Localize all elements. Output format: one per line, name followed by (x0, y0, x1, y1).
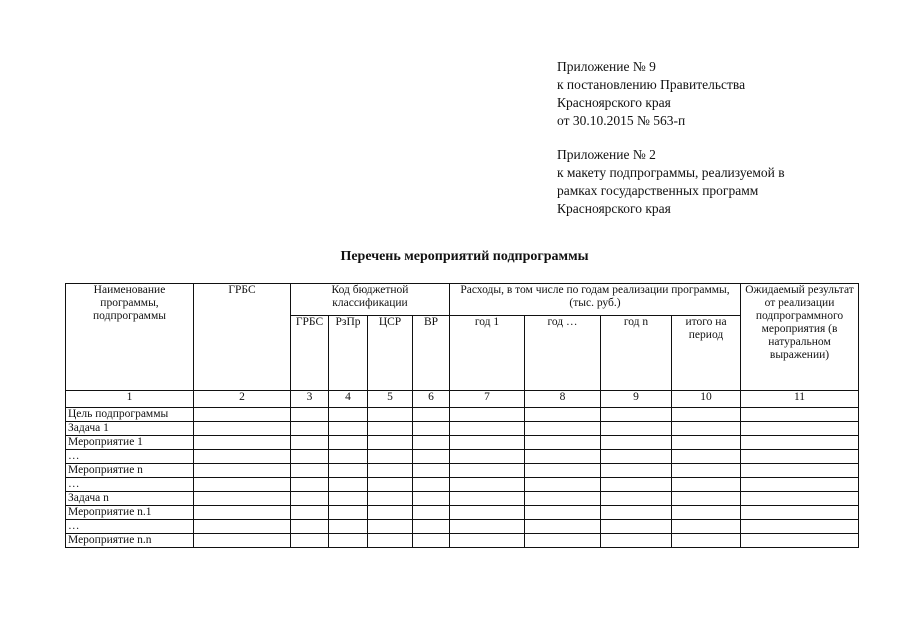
table-cell (194, 478, 291, 492)
table-cell (450, 408, 525, 422)
table-cell (291, 436, 329, 450)
table-cell (329, 436, 368, 450)
table-cell (329, 534, 368, 548)
column-number-row (66, 391, 859, 408)
table-cell (291, 422, 329, 436)
table-cell (601, 506, 672, 520)
table-cell (329, 422, 368, 436)
header-row-1 (66, 284, 859, 316)
table-cell (194, 464, 291, 478)
subheader-year-dots: год … (525, 316, 601, 391)
table-cell (194, 436, 291, 450)
table-cell (413, 520, 450, 534)
table-cell (368, 436, 413, 450)
row-label: Цель подпрограммы (66, 408, 194, 422)
table-cell (413, 436, 450, 450)
appendix-9-line4: от 30.10.2015 № 563-п (557, 113, 686, 128)
table-cell (672, 506, 741, 520)
row-label: Мероприятие n (66, 464, 194, 478)
table-cell (741, 492, 859, 506)
table-cell (194, 408, 291, 422)
column-number: 10 (672, 391, 741, 408)
row-label: Задача n (66, 492, 194, 506)
table-cell (450, 534, 525, 548)
table-cell (450, 450, 525, 464)
table-cell (329, 408, 368, 422)
header-budget-code: Код бюджетной классификации (291, 284, 450, 316)
table-cell (291, 478, 329, 492)
table-cell (450, 520, 525, 534)
table-cell (741, 520, 859, 534)
subheader-year-n: год n (601, 316, 672, 391)
document-title: Перечень мероприятий подпрограммы (340, 249, 589, 264)
table-cell (291, 492, 329, 506)
table-cell (741, 408, 859, 422)
table-cell (194, 534, 291, 548)
table-cell (450, 422, 525, 436)
table-cell (672, 534, 741, 548)
table-cell (194, 506, 291, 520)
table-cell (525, 464, 601, 478)
table-cell (601, 534, 672, 548)
table-row (66, 478, 859, 492)
subheader-grbs: ГРБС (291, 316, 329, 391)
table-cell (413, 464, 450, 478)
column-number: 4 (329, 391, 368, 408)
table-cell (413, 422, 450, 436)
table-cell (741, 478, 859, 492)
table-cell (525, 520, 601, 534)
table-cell (329, 450, 368, 464)
row-label: … (66, 520, 194, 534)
table-cell (601, 408, 672, 422)
table-cell (601, 520, 672, 534)
document-title-wrap (0, 249, 905, 265)
table-cell (194, 492, 291, 506)
table-cell (413, 450, 450, 464)
table-cell (601, 464, 672, 478)
table-cell (672, 408, 741, 422)
table-cell (525, 534, 601, 548)
column-number: 9 (601, 391, 672, 408)
table-cell (194, 422, 291, 436)
table-row (66, 534, 859, 548)
table-cell (194, 520, 291, 534)
table-cell (601, 422, 672, 436)
table-cell (672, 492, 741, 506)
table-cell (741, 464, 859, 478)
table-cell (601, 478, 672, 492)
table-cell (450, 436, 525, 450)
table-row (66, 408, 859, 422)
row-label: … (66, 450, 194, 464)
table-cell (368, 506, 413, 520)
appendix-2-line4: Красноярского края (557, 201, 671, 216)
subheader-csr: ЦСР (368, 316, 413, 391)
subheader-vr: ВР (413, 316, 450, 391)
header-expected-result: Ожидаемый результат от реализации подпрограммного мероприятия (в натуральном выражении) (741, 284, 859, 391)
table-cell (525, 492, 601, 506)
column-number: 2 (194, 391, 291, 408)
table-cell (413, 478, 450, 492)
table-cell (194, 450, 291, 464)
column-number: 7 (450, 391, 525, 408)
table-cell (741, 422, 859, 436)
table-cell (672, 520, 741, 534)
table-cell (601, 492, 672, 506)
table-cell (741, 506, 859, 520)
table-row (66, 464, 859, 478)
appendix-9-line3: Красноярского края (557, 95, 671, 110)
table-cell (291, 506, 329, 520)
appendix-9-line2: к постановлению Правительства (557, 77, 746, 92)
activities-table (65, 283, 859, 548)
appendix-2-line1: Приложение № 2 (557, 147, 656, 162)
table-cell (450, 492, 525, 506)
column-number: 8 (525, 391, 601, 408)
table-row (66, 422, 859, 436)
table-cell (741, 534, 859, 548)
table-cell (672, 478, 741, 492)
subheader-total: итого на период (672, 316, 741, 391)
row-label: Мероприятие n.1 (66, 506, 194, 520)
table-row (66, 492, 859, 506)
table-row (66, 506, 859, 520)
table-cell (413, 492, 450, 506)
table-cell (525, 478, 601, 492)
appendix-9-line1: Приложение № 9 (557, 59, 656, 74)
table-cell (368, 450, 413, 464)
header-expenses: Расходы, в том числе по годам реализации программы, (тыс. руб.) (450, 284, 741, 316)
table-cell (525, 450, 601, 464)
table-row (66, 520, 859, 534)
table-cell (601, 436, 672, 450)
table-cell (525, 506, 601, 520)
table-cell (450, 506, 525, 520)
row-label: Задача 1 (66, 422, 194, 436)
column-number: 3 (291, 391, 329, 408)
column-number: 5 (368, 391, 413, 408)
table-cell (291, 464, 329, 478)
table-cell (413, 534, 450, 548)
table-row (66, 450, 859, 464)
row-label: … (66, 478, 194, 492)
table-cell (672, 436, 741, 450)
header-name: Наименование программы, подпрограммы (66, 284, 194, 391)
table-cell (525, 436, 601, 450)
table-cell (329, 506, 368, 520)
table-cell (368, 422, 413, 436)
table-cell (368, 478, 413, 492)
table-cell (329, 492, 368, 506)
row-label: Мероприятие n.n (66, 534, 194, 548)
table-cell (672, 464, 741, 478)
table-cell (741, 450, 859, 464)
column-number: 11 (741, 391, 859, 408)
appendix-2-block (557, 146, 785, 218)
table-cell (368, 464, 413, 478)
column-number: 6 (413, 391, 450, 408)
table-cell (450, 464, 525, 478)
table-cell (741, 436, 859, 450)
table-row (66, 436, 859, 450)
table-cell (413, 408, 450, 422)
table-cell (291, 520, 329, 534)
table-cell (291, 408, 329, 422)
table-cell (291, 450, 329, 464)
table-cell (329, 478, 368, 492)
subheader-year-1: год 1 (450, 316, 525, 391)
table-cell (450, 478, 525, 492)
table-cell (601, 450, 672, 464)
header-grbs: ГРБС (194, 284, 291, 391)
appendix-2-line2: к макету подпрограммы, реализуемой в (557, 165, 785, 180)
appendix-9-block (557, 58, 745, 130)
table-cell (329, 520, 368, 534)
table-cell (368, 408, 413, 422)
appendix-2-line3: рамках государственных программ (557, 183, 759, 198)
row-label: Мероприятие 1 (66, 436, 194, 450)
table-cell (329, 464, 368, 478)
table-cell (368, 520, 413, 534)
table-cell (672, 422, 741, 436)
table-cell (368, 534, 413, 548)
table-cell (525, 408, 601, 422)
table-cell (368, 492, 413, 506)
subheader-rzpr: РзПр (329, 316, 368, 391)
column-number: 1 (66, 391, 194, 408)
table-cell (291, 534, 329, 548)
table-cell (413, 506, 450, 520)
table-cell (525, 422, 601, 436)
table-cell (672, 450, 741, 464)
